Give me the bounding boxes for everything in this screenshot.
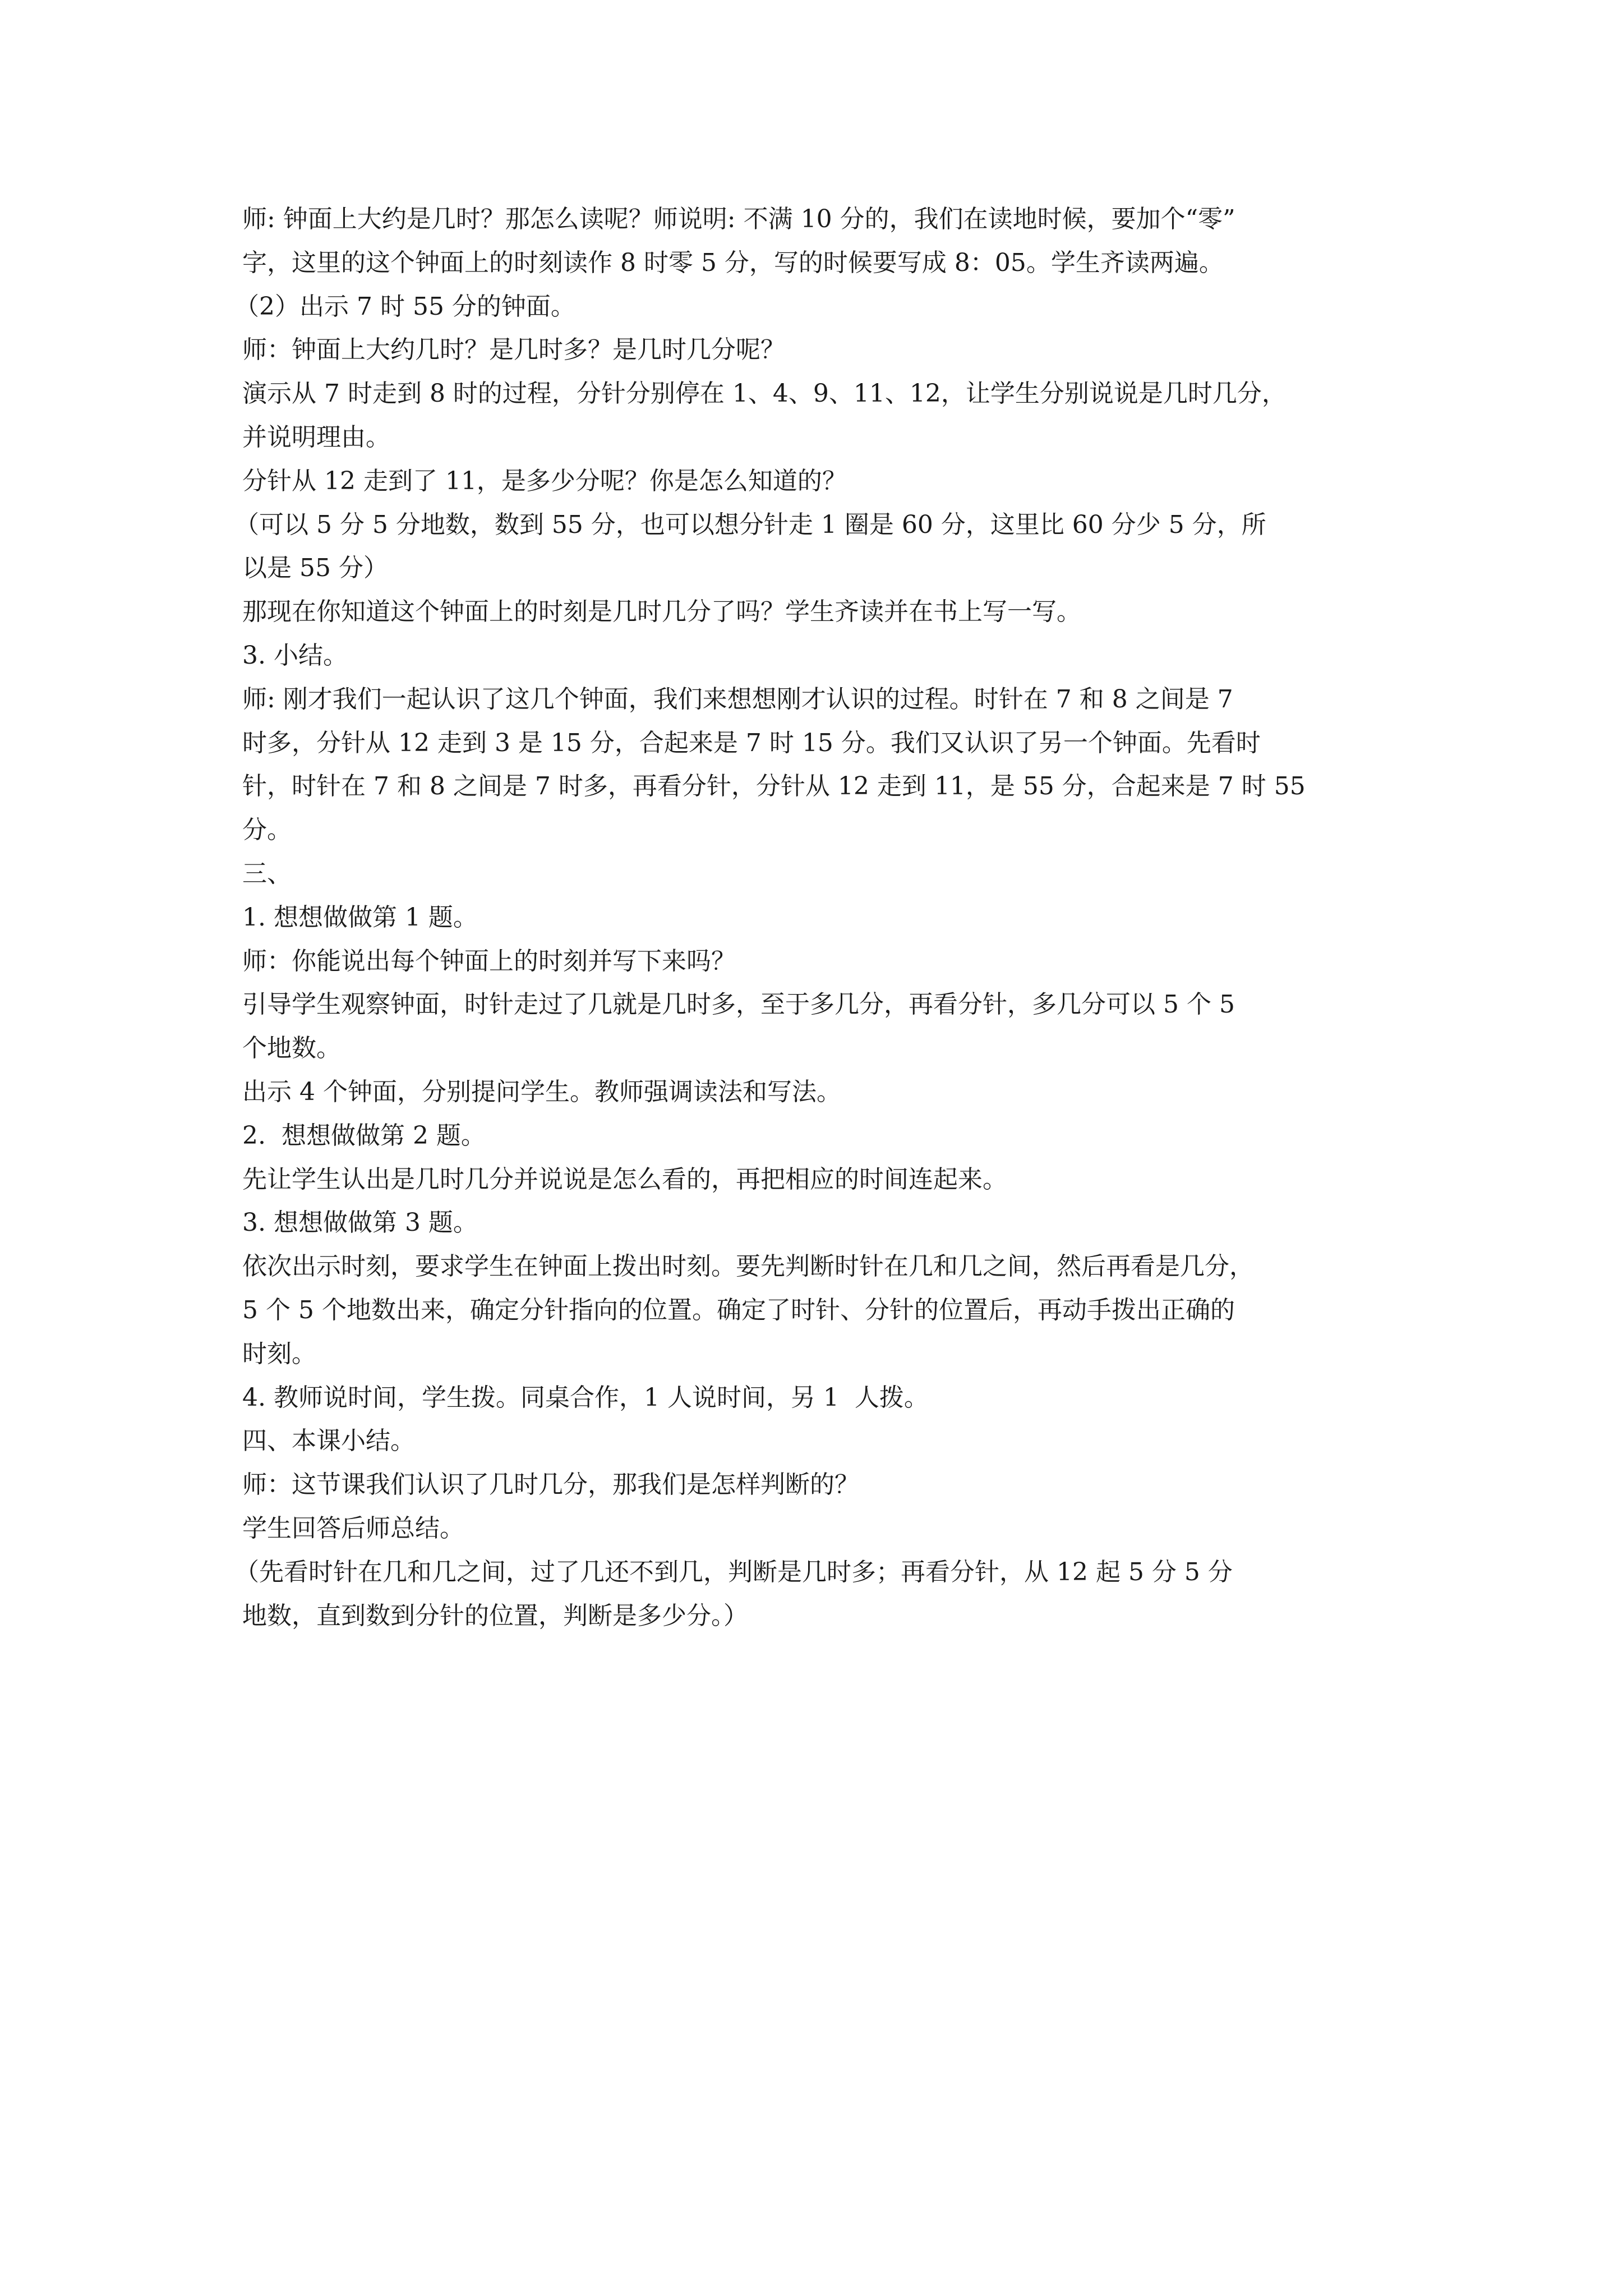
- text-line: 4. 教师说时间，学生拨。同桌合作，1 人说时间，另 1 人拨。: [242, 1383, 929, 1412]
- text-line: 师：钟面上大约几时？是几时多？是几时几分呢？: [242, 335, 785, 365]
- text-line: 以是 55 分）: [242, 554, 388, 583]
- text-line: 3. 小结。: [242, 641, 348, 670]
- text-line: （先看时针在几和几之间，过了几还不到几，判断是几时多；再看分针，从 12 起 5 分 5 分: [234, 1557, 1233, 1586]
- text-line: 师：这节课我们认识了几时几分，那我们是怎样判断的？: [242, 1470, 859, 1499]
- text-line: （可以 5 分 5 分地数，数到 55 分，也可以想分针走 1 圈是 60 分，这里比 60 分少 5 分，所: [234, 510, 1266, 539]
- text-line: 字，这里的这个钟面上的时刻读作 8 时零 5 分，写的时候要写成 8：05。学生齐读两遍。: [242, 248, 1224, 277]
- text-line: 先让学生认出是几时几分并说说是怎么看的，再把相应的时间连起来。: [242, 1165, 1007, 1194]
- text-line: 分针从 12 走到了 11，是多少分呢？你是怎么知道的？: [242, 466, 847, 495]
- text-line: 那现在你知道这个钟面上的时刻是几时几分了吗？学生齐读并在书上写一写。: [242, 597, 1081, 627]
- text-line: 师: 刚才我们一起认识了这几个钟面，我们来想想刚才认识的过程。时针在 7 和 8 之间是 7: [242, 684, 1233, 714]
- text-line: 1. 想想做做第 1 题。: [242, 903, 478, 932]
- text-line: （2）出示 7 时 55 分的钟面。: [234, 292, 575, 321]
- text-line: 5 个 5 个地数出来，确定分针指向的位置。确定了时针、分针的位置后，再动手拨出正确的: [242, 1295, 1235, 1324]
- text-line: 学生回答后师总结。: [242, 1513, 464, 1543]
- text-line: 演示从 7 时走到 8 时的过程，分针分别停在 1、4、9、11、12，让学生分别说说是几时几分，: [242, 379, 1287, 408]
- section-heading: 四、本课小结。: [242, 1427, 415, 1456]
- document-body: [234, 197, 1431, 1637]
- text-line: 并说明理由。: [242, 422, 390, 452]
- text-line: 个地数。: [242, 1034, 341, 1063]
- text-line: 分。: [242, 816, 292, 845]
- text-line: 针，时针在 7 和 8 之间是 7 时多，再看分针，分针从 12 走到 11，是 55 分，合起来是 7 时 55: [242, 772, 1306, 801]
- text-line: 出示 4 个钟面，分别提问学生。教师强调读法和写法。: [242, 1077, 841, 1106]
- text-line: 地数，直到数到分针的位置，判断是多少分。）: [242, 1601, 748, 1630]
- text-line: 依次出示时刻，要求学生在钟面上拨出时刻。要先判断时针在几和几之间，然后再看是几分，: [242, 1252, 1254, 1281]
- section-heading: 三、: [242, 859, 292, 888]
- text-line: 师：你能说出每个钟面上的时刻并写下来吗？: [242, 946, 736, 976]
- text-line: 2. 想想做做第 2 题。: [242, 1121, 486, 1150]
- text-line: 时多，分针从 12 走到 3 是 15 分，合起来是 7 时 15 分。我们又认识了另一个钟面。先看时: [242, 728, 1261, 757]
- text-line: 3. 想想做做第 3 题。: [242, 1208, 478, 1237]
- text-line: 师: 钟面上大约是几时？那怎么读呢？师说明: 不满 10 分的，我们在读地时候，要加个“零”: [242, 205, 1235, 233]
- text-line: 引导学生观察钟面，时针走过了几就是几时多，至于多几分，再看分针，多几分可以 5 个 5: [242, 990, 1235, 1019]
- text-line: 时刻。: [242, 1339, 316, 1368]
